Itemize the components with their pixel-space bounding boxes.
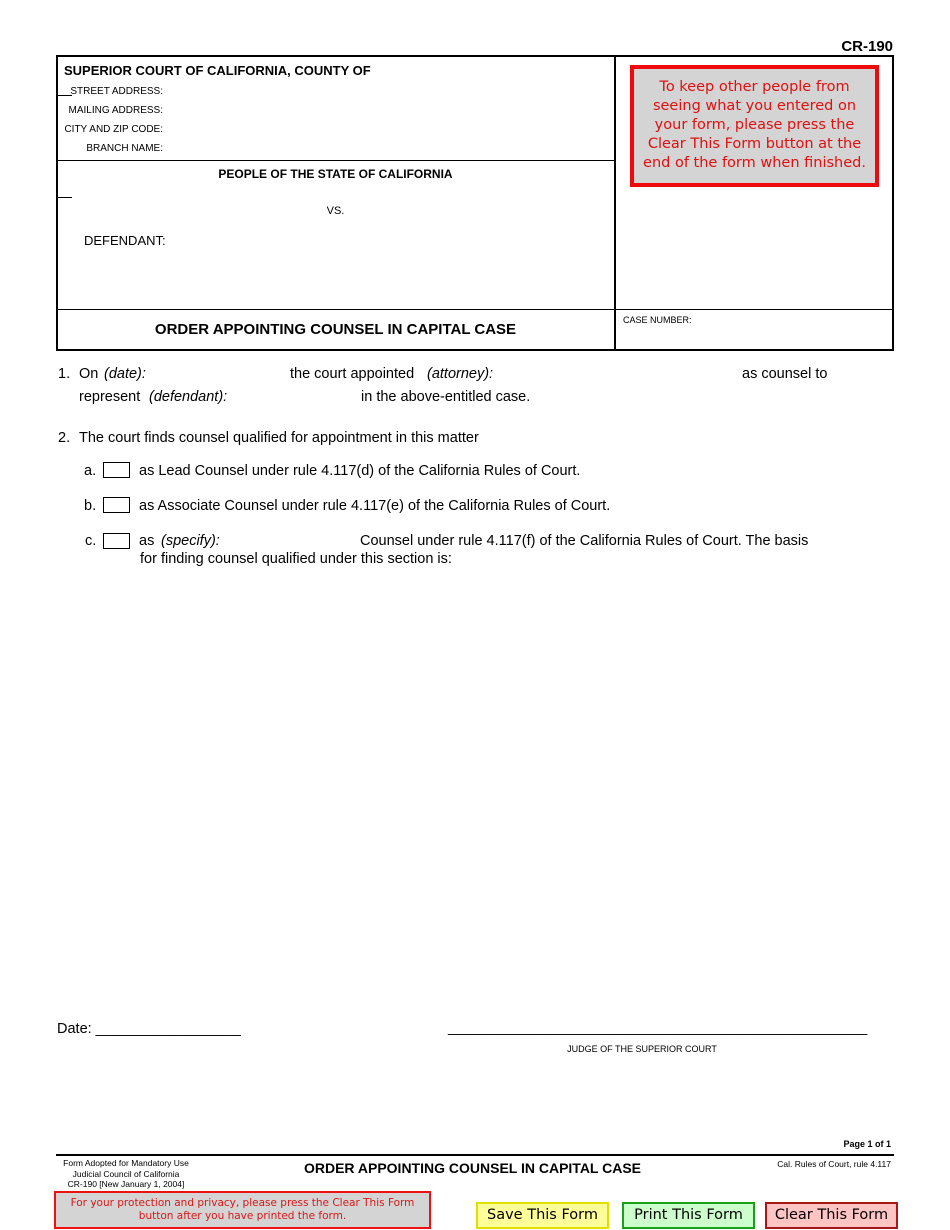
footer-revision: CR-190 [New January 1, 2004] xyxy=(67,1179,185,1189)
city-zip-label: CITY AND ZIP CODE: xyxy=(64,124,163,135)
item-1-date-label: (date): xyxy=(104,366,146,382)
item-2c-as: as xyxy=(139,533,155,549)
associate-counsel-checkbox[interactable] xyxy=(103,497,130,513)
lead-counsel-checkbox[interactable] xyxy=(103,462,130,478)
other-counsel-checkbox[interactable] xyxy=(103,533,130,549)
item-1-as-counsel-to: as counsel to xyxy=(742,366,828,382)
save-form-button[interactable]: Save This Form xyxy=(476,1202,609,1229)
item-1-on: On xyxy=(79,366,99,382)
item-1-number: 1. xyxy=(58,366,71,382)
print-form-button[interactable]: Print This Form xyxy=(622,1202,755,1229)
protection-note-line-1: For your protection and privacy, please press the Clear This Form xyxy=(70,1197,415,1209)
item-2-text: The court finds counsel qualified for appointment in this matter xyxy=(79,430,479,446)
item-2-number: 2. xyxy=(58,430,71,446)
protection-note xyxy=(54,1191,431,1229)
footer-title: ORDER APPOINTING COUNSEL IN CAPITAL CASE xyxy=(303,1160,642,1176)
item-1-court-appointed: the court appointed xyxy=(290,366,415,382)
footer-divider xyxy=(56,1154,894,1156)
protection-note-line-2: button after you have printed the form. xyxy=(138,1210,347,1222)
order-title: ORDER APPOINTING COUNSEL IN CAPITAL CASE xyxy=(154,321,517,338)
plaintiff-field-tick xyxy=(58,197,72,198)
street-address-label: STREET ADDRESS: xyxy=(70,86,163,97)
footer-adopted: Form Adopted for Mandatory Use xyxy=(63,1158,189,1168)
clear-form-button[interactable]: Clear This Form xyxy=(765,1202,898,1229)
item-1-represent: represent xyxy=(79,389,141,405)
defendant-label: DEFENDANT: xyxy=(84,233,166,248)
versus-label: VS. xyxy=(326,205,345,217)
judge-label: JUDGE OF THE SUPERIOR COURT xyxy=(567,1044,717,1054)
item-1-above-entitled: in the above-entitled case. xyxy=(361,389,531,405)
item-2c-specify-label: (specify): xyxy=(161,533,220,549)
item-1-attorney-label: (attorney): xyxy=(427,366,494,382)
branch-name-label: BRANCH NAME: xyxy=(86,143,163,154)
item-2c-letter: c. xyxy=(85,533,97,549)
privacy-notice: To keep other people from seeing what you entered on your form, please press the Clear This Form button at the end of the form when finished. xyxy=(630,65,879,187)
item-2b-letter: b. xyxy=(84,498,97,514)
page-number: Page 1 of 1 xyxy=(843,1139,891,1149)
caption-divider-court xyxy=(56,160,615,161)
case-number-label: CASE NUMBER: xyxy=(623,315,692,325)
footer-adoption-info xyxy=(56,1158,196,1190)
item-2a-letter: a. xyxy=(84,463,97,479)
item-2c-text: Counsel under rule 4.117(f) of the California Rules of Court. The basis xyxy=(360,533,809,549)
item-2a-text: as Lead Counsel under rule 4.117(d) of the California Rules of Court. xyxy=(139,463,581,479)
judge-signature-line: ____________________________________________________ xyxy=(448,1020,868,1036)
footer-rules: Cal. Rules of Court, rule 4.117 xyxy=(777,1159,891,1169)
item-2b-text: as Associate Counsel under rule 4.117(e) of the California Rules of Court. xyxy=(139,498,611,514)
caption-divider-vertical xyxy=(614,55,616,351)
footer-council: Judicial Council of California xyxy=(72,1168,180,1179)
mailing-address-label: MAILING ADDRESS: xyxy=(68,105,163,116)
form-id: CR-190 xyxy=(841,38,893,55)
item-2c-text-continued: for finding counsel qualified under this section is: xyxy=(140,551,452,567)
item-1-defendant-label: (defendant): xyxy=(149,389,228,405)
court-title: SUPERIOR COURT OF CALIFORNIA, COUNTY OF xyxy=(64,63,371,78)
date-signature-line: Date: __________________ xyxy=(57,1021,241,1037)
caption-divider-title xyxy=(56,309,894,310)
people-of-california: PEOPLE OF THE STATE OF CALIFORNIA xyxy=(218,167,453,181)
